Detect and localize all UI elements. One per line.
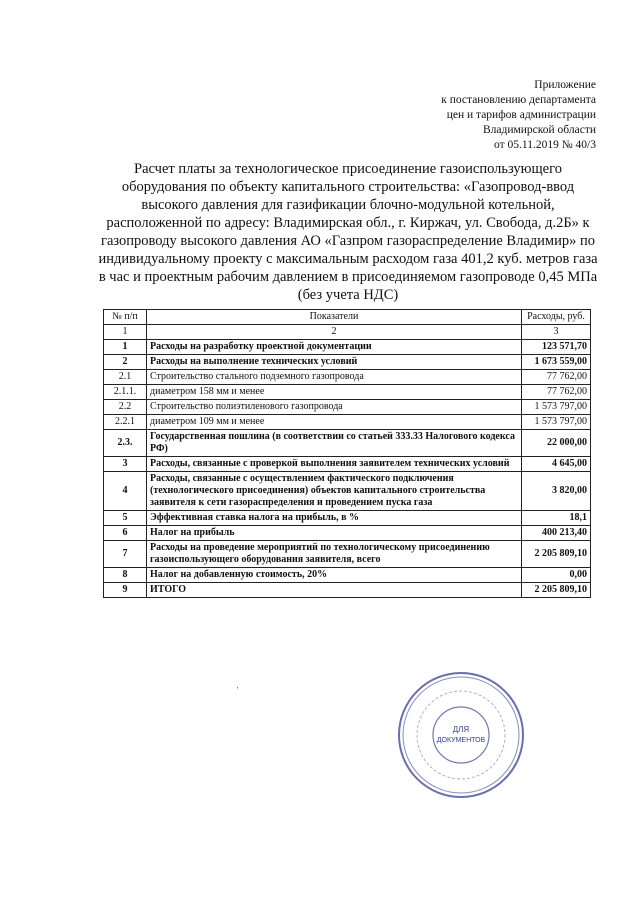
stamp-inner-ring [403, 677, 519, 793]
table-row [104, 526, 591, 541]
row-value: 1 573 797,00 [522, 415, 591, 430]
row-value: 1 573 797,00 [522, 400, 591, 415]
row-value: 77 762,00 [522, 370, 591, 385]
table-row [104, 430, 591, 457]
row-value: 4 645,00 [522, 457, 591, 472]
row-num: 2.3. [104, 430, 147, 457]
appendix-line: Приложение [534, 79, 596, 91]
header-indicator: Показатели [147, 310, 522, 325]
table-header-row [104, 310, 591, 325]
column-number-row [104, 325, 591, 340]
stamp-text-line1: ДЛЯ [452, 725, 470, 734]
appendix-line: к постановлению департамента [441, 94, 596, 106]
row-indicator: Эффективная ставка налога на прибыль, в % [147, 511, 522, 526]
row-num: 2 [104, 355, 147, 370]
title-line: оборудования по объекту капитального строительства: «Газопровод-ввод [121, 179, 575, 195]
row-num: 7 [104, 541, 147, 568]
appendix-line: цен и тарифов администрации [446, 109, 596, 121]
row-value: 0,00 [522, 568, 591, 583]
stamp-text-band [417, 691, 505, 779]
row-value: 123 571,70 [522, 340, 591, 355]
row-num: 5 [104, 511, 147, 526]
table-row [104, 583, 591, 598]
row-num: 2.2 [104, 400, 147, 415]
table-row [104, 541, 591, 568]
row-indicator: ИТОГО [147, 583, 522, 598]
table-row [104, 568, 591, 583]
row-num: 2.1 [104, 370, 147, 385]
row-num: 3 [104, 457, 147, 472]
row-num: 8 [104, 568, 147, 583]
row-num: 6 [104, 526, 147, 541]
table-row [104, 340, 591, 355]
document-title [88, 160, 608, 304]
row-indicator: Строительство полиэтиленового газопровода [147, 400, 522, 415]
title-line: высокого давления для газификации блочно-модульной котельной, [141, 197, 555, 213]
column-number: 3 [522, 325, 591, 340]
title-line: газопроводу высокого давления АО «Газпром газораспределение Владимир» по [101, 233, 595, 249]
row-value: 2 205 809,10 [522, 583, 591, 598]
table-row [104, 355, 591, 370]
column-number: 2 [147, 325, 522, 340]
column-number: 1 [104, 325, 147, 340]
title-line: в час и проектным рабочим давлением в присоединяемом газопроводе 0,45 МПа [98, 269, 598, 285]
stamp-center-ring [433, 707, 489, 763]
row-indicator: Государственная пошлина (в соответствии со статьей 333.33 Налогового кодекса РФ) [147, 430, 522, 457]
title-line: индивидуальному проекту с максимальным расходом газа 401,2 куб. метров газа [98, 251, 598, 267]
row-indicator: Налог на прибыль [147, 526, 522, 541]
title-line: (без учета НДС) [297, 287, 399, 303]
row-indicator: Расходы на проведение мероприятий по технологическому присоединению газоиспользующего оборудования заявителя, всего [147, 541, 522, 568]
stray-mark: ˈ [236, 686, 240, 697]
row-num: 9 [104, 583, 147, 598]
row-indicator: диаметром 158 мм и менее [147, 385, 522, 400]
title-line: расположенной по адресу: Владимирская обл., г. Киржач, ул. Свобода, д.2Б» к [106, 215, 590, 231]
row-value: 2 205 809,10 [522, 541, 591, 568]
row-indicator: Расходы на выполнение технических условий [147, 355, 522, 370]
row-indicator: Расходы на разработку проектной документации [147, 340, 522, 355]
header-expenses: Расходы, руб. [522, 310, 591, 325]
row-indicator: Расходы, связанные с проверкой выполнения заявителем технических условий [147, 457, 522, 472]
row-value: 400 213,40 [522, 526, 591, 541]
appendix-block [396, 78, 596, 153]
row-value: 18,1 [522, 511, 591, 526]
row-value: 3 820,00 [522, 472, 591, 511]
row-num: 1 [104, 340, 147, 355]
table-row [104, 415, 591, 430]
header-num: № п/п [104, 310, 147, 325]
table-row [104, 400, 591, 415]
title-line: Расчет платы за технологическое присоединение газоиспользующего [134, 161, 562, 177]
calculation-table [103, 309, 591, 598]
row-indicator: Строительство стального подземного газопровода [147, 370, 522, 385]
row-num: 4 [104, 472, 147, 511]
row-value: 22 000,00 [522, 430, 591, 457]
row-indicator: диаметром 109 мм и менее [147, 415, 522, 430]
appendix-line: Владимирской области [482, 124, 596, 136]
appendix-line: от 05.11.2019 № 40/3 [494, 139, 596, 151]
row-indicator: Расходы, связанные с осуществлением фактического подключения (технологического присоединения) объектов капитального строительства заявителя к сети газораспределения и проведением пуска газа [147, 472, 522, 511]
table-row [104, 457, 591, 472]
official-stamp [396, 670, 526, 800]
row-num: 2.1.1. [104, 385, 147, 400]
stamp-outer-ring [399, 673, 523, 797]
row-num: 2.2.1 [104, 415, 147, 430]
table-row [104, 511, 591, 526]
table-row [104, 385, 591, 400]
row-value: 77 762,00 [522, 385, 591, 400]
table-row [104, 472, 591, 511]
table-row [104, 370, 591, 385]
row-value: 1 673 559,00 [522, 355, 591, 370]
stamp-text-line2: ДОКУМЕНТОВ [436, 737, 486, 744]
row-indicator: Налог на добавленную стоимость, 20% [147, 568, 522, 583]
